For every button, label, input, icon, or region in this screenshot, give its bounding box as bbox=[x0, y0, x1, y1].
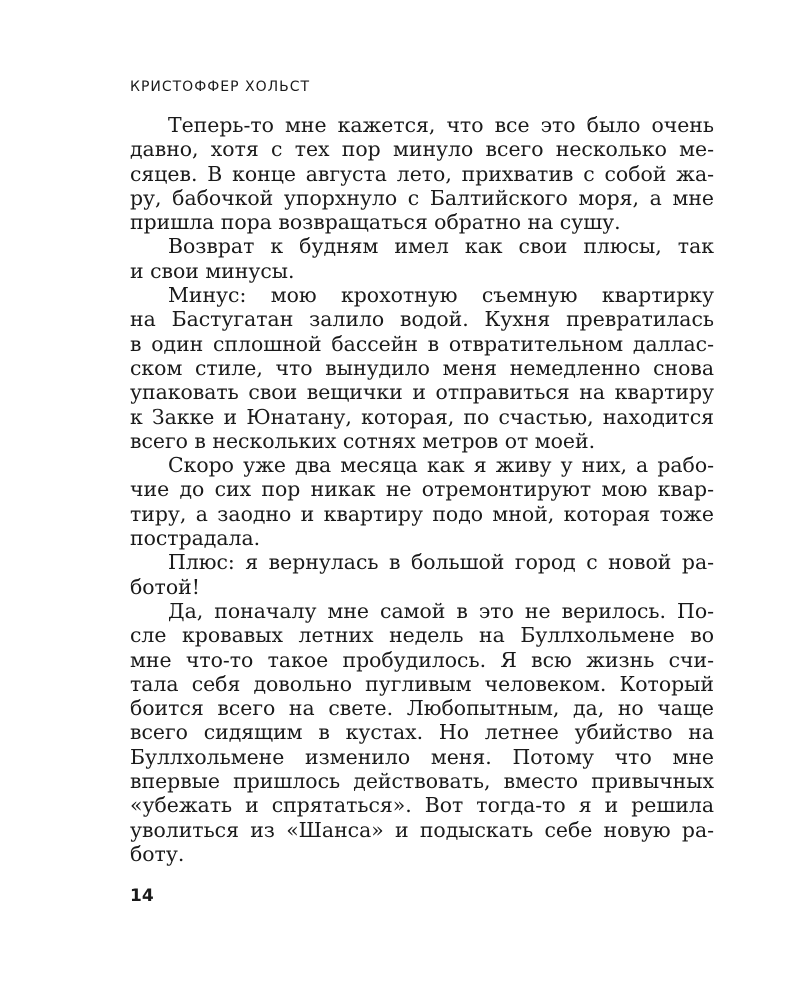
text-line: впервые пришлось действовать, вместо привычных bbox=[130, 769, 714, 794]
text-line: сяцев. В конце августа лето, прихватив с собой жа- bbox=[130, 161, 714, 186]
text-line: Плюс: я вернулась в большой город с новой ра- bbox=[168, 550, 714, 575]
text-line: пострадала. bbox=[130, 526, 261, 551]
text-line: и свои минусы. bbox=[130, 258, 295, 283]
text-line: уволиться из «Шанса» и подыскать себе новую ра- bbox=[130, 817, 714, 842]
text-line: ру, бабочкой упорхнуло с Балтийского моря, а мне bbox=[130, 185, 714, 210]
text-line: боту. bbox=[130, 841, 185, 866]
page-number: 14 bbox=[130, 886, 154, 906]
text-line: Возврат к будням имел как свои плюсы, так bbox=[168, 234, 714, 259]
text-line: всего сидящим в кустах. Но летнее убийство на bbox=[130, 720, 714, 745]
text-line: Минус: мою крохотную съемную квартирку bbox=[168, 283, 714, 308]
text-line: тала себя довольно пугливым человеком. Который bbox=[130, 671, 714, 696]
text-line: давно, хотя с тех пор минуло всего несколько ме- bbox=[130, 137, 714, 162]
text-line: сле кровавых летних недель на Буллхольмене во bbox=[130, 623, 714, 648]
text-line: ском стиле, что вынудило меня немедленно снова bbox=[130, 355, 714, 380]
text-line: Да, поначалу мне самой в это не верилось. По- bbox=[168, 598, 714, 623]
text-line: к Закке и Юнатану, которая, по счастью, находится bbox=[130, 404, 714, 429]
text-line: «убежать и спрятаться». Вот тогда-то я и решила bbox=[130, 793, 714, 818]
text-line: чие до сих пор никак не отремонтируют мою квар- bbox=[130, 477, 714, 502]
text-line: упаковать свои вещички и отправиться на квартиру bbox=[130, 380, 714, 405]
text-line: в один сплошной бассейн в отвратительном даллас- bbox=[130, 331, 714, 356]
text-line: Теперь-то мне кажется, что все это было очень bbox=[168, 113, 714, 137]
text-line: Скоро уже два месяца как я живу у них, а рабо- bbox=[168, 453, 714, 478]
text-line: пришла пора возвращаться обратно на сушу. bbox=[130, 210, 621, 235]
text-line: боится всего на свете. Любопытным, да, но чаще bbox=[130, 696, 714, 721]
text-line: всего в нескольких сотнях метров от моей. bbox=[130, 428, 596, 453]
text-line: на Бастугатан залило водой. Кухня превратилась bbox=[130, 307, 714, 332]
text-line: ботой! bbox=[130, 574, 200, 599]
text-line: мне что-то такое пробудилось. Я всю жизнь счи- bbox=[130, 647, 714, 672]
text-line: тиру, а заодно и квартиру подо мной, которая тоже bbox=[130, 501, 714, 526]
body-text bbox=[130, 113, 714, 866]
running-head: КРИСТОФФЕР ХОЛЬСТ bbox=[130, 79, 311, 95]
text-line: Буллхольмене изменило меня. Потому что мне bbox=[130, 744, 714, 769]
